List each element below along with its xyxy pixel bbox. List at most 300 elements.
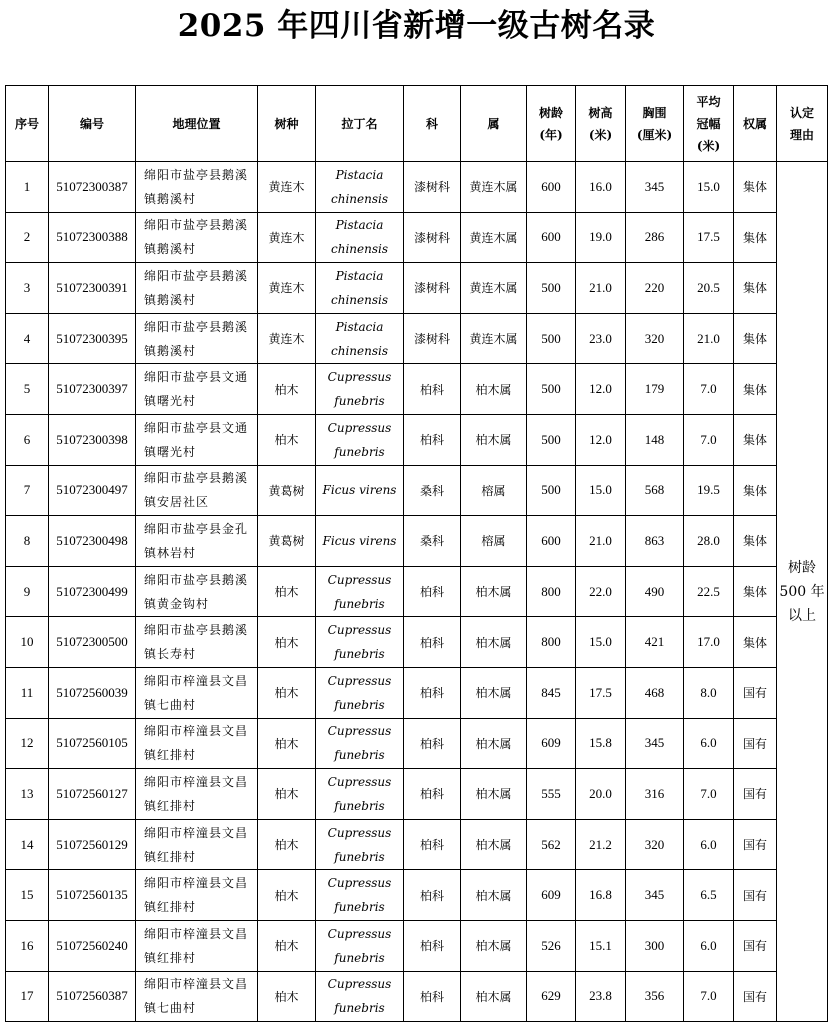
family-cell-line1: 漆树科 [413, 180, 450, 195]
latin-name-cell [316, 718, 404, 769]
location-cell [136, 263, 258, 314]
height-cell [576, 920, 626, 971]
girth-cell-line1: 179 [644, 381, 665, 397]
latin-name-cell-line1: Pistacia [335, 167, 384, 182]
age-cell-line1: 800 [541, 583, 561, 599]
genus-cell-line1: 榕属 [481, 534, 506, 549]
location-cell-line2: 镇鹅溪村 [144, 292, 197, 307]
location-cell [136, 769, 258, 820]
location-cell-line1: 绵阳市梓潼县文昌 [144, 876, 249, 891]
header-reason [777, 86, 828, 162]
code-cell-line1: 51072300395 [56, 330, 128, 346]
family-cell-line1: 柏科 [419, 787, 444, 802]
girth-cell [626, 364, 684, 415]
crown-cell-line1: 17.5 [697, 229, 720, 245]
species-cell [258, 617, 316, 668]
age-cell-line1: 562 [541, 836, 561, 852]
latin-name-cell-line1: Cupressus [327, 572, 392, 587]
ownership-cell [734, 971, 777, 1022]
seq-cell-line1: 14 [20, 836, 34, 852]
family-cell [404, 920, 461, 971]
latin-name-cell-line2: funebris [334, 950, 385, 965]
code-cell [49, 667, 136, 718]
height-cell-line1: 12.0 [589, 381, 612, 397]
ownership-cell [734, 617, 777, 668]
latin-name-cell-line2: funebris [334, 748, 385, 763]
family-cell-line1: 柏科 [419, 888, 444, 903]
genus-cell-line1: 柏木属 [475, 736, 512, 751]
age-cell-line1: 555 [541, 785, 561, 801]
species-cell-line1: 柏木 [274, 939, 299, 954]
girth-cell [626, 718, 684, 769]
crown-cell-line1: 6.0 [700, 836, 717, 852]
seq-cell [6, 718, 49, 769]
header-age-line2: (年) [539, 127, 563, 142]
code-cell-line1: 51072560105 [56, 735, 128, 751]
header-height [576, 86, 626, 162]
code-cell [49, 212, 136, 263]
genus-cell-line1: 柏木属 [475, 838, 512, 853]
ownership-cell-line1: 集体 [742, 483, 767, 498]
latin-name-cell [316, 212, 404, 263]
location-cell [136, 819, 258, 870]
code-cell [49, 971, 136, 1022]
age-cell-line1: 609 [541, 735, 561, 751]
girth-cell-line1: 316 [644, 785, 665, 801]
reason-cell [777, 162, 828, 1022]
latin-name-cell-line2: funebris [334, 647, 385, 662]
seq-cell-line1: 2 [23, 229, 31, 245]
code-cell [49, 263, 136, 314]
header-family: 科 [404, 86, 461, 162]
age-cell [527, 870, 576, 921]
family-cell [404, 769, 461, 820]
latin-name-cell-line1: Cupressus [327, 977, 392, 992]
latin-name-cell [316, 313, 404, 364]
header-girth-line1: 胸围 [642, 105, 667, 120]
crown-cell [684, 971, 734, 1022]
species-cell-line1: 黄连木 [268, 332, 305, 347]
header-location: 地理位置 [136, 86, 258, 162]
location-cell-line2: 镇七曲村 [144, 697, 197, 712]
latin-name-cell-line1: Cupressus [327, 876, 392, 891]
ancient-tree-table [5, 85, 828, 1022]
location-cell-line1: 绵阳市盐亭县鹅溪 [144, 572, 249, 587]
age-cell [527, 465, 576, 516]
seq-cell-line1: 11 [20, 684, 34, 700]
family-cell-line1: 柏科 [419, 382, 444, 397]
species-cell-line1: 柏木 [274, 433, 299, 448]
girth-cell [626, 920, 684, 971]
latin-name-cell [316, 870, 404, 921]
genus-cell [461, 313, 527, 364]
age-cell [527, 516, 576, 567]
seq-cell-line1: 4 [23, 330, 31, 346]
ownership-cell-line1: 集体 [742, 332, 767, 347]
location-cell-line1: 绵阳市梓潼县文昌 [144, 724, 249, 739]
family-cell [404, 617, 461, 668]
crown-cell [684, 516, 734, 567]
table-row [6, 465, 828, 516]
age-cell-line1: 629 [541, 988, 561, 1004]
code-cell [49, 566, 136, 617]
ownership-cell-line1: 集体 [742, 585, 767, 600]
code-cell [49, 162, 136, 213]
genus-cell-line1: 榕属 [481, 483, 506, 498]
species-cell-line1: 柏木 [274, 888, 299, 903]
family-cell-line1: 柏科 [419, 736, 444, 751]
genus-cell-line1: 柏木属 [475, 888, 512, 903]
girth-cell-line1: 320 [644, 330, 665, 346]
latin-name-cell-line1: Pistacia [335, 218, 384, 233]
ownership-cell-line1: 集体 [742, 382, 767, 397]
header-code: 编号 [49, 86, 136, 162]
location-cell-line1: 绵阳市盐亭县鹅溪 [144, 471, 249, 486]
ownership-cell-line1: 集体 [742, 281, 767, 296]
ownership-cell [734, 162, 777, 213]
species-cell-line1: 柏木 [274, 736, 299, 751]
family-cell-line1: 漆树科 [413, 332, 450, 347]
location-cell-line2: 镇红排村 [144, 748, 197, 763]
age-cell-line1: 500 [541, 431, 561, 447]
location-cell-line1: 绵阳市梓潼县文昌 [144, 977, 249, 992]
girth-cell [626, 617, 684, 668]
height-cell [576, 516, 626, 567]
species-cell-line1: 黄连木 [268, 281, 305, 296]
species-cell-line1: 柏木 [274, 989, 299, 1004]
code-cell-line1: 51072560039 [56, 684, 128, 700]
height-cell-line1: 20.0 [589, 785, 612, 801]
family-cell [404, 212, 461, 263]
height-cell [576, 819, 626, 870]
latin-name-cell-line1: Ficus virens [322, 533, 397, 548]
latin-name-cell [316, 465, 404, 516]
genus-cell-line1: 柏木属 [475, 686, 512, 701]
location-cell [136, 870, 258, 921]
code-cell [49, 617, 136, 668]
crown-cell-line1: 21.0 [697, 330, 720, 346]
table-row [6, 263, 828, 314]
header-girth-line2: (厘米) [636, 127, 673, 142]
height-cell-line1: 15.8 [589, 735, 612, 751]
reason-line1: 树龄 [788, 559, 816, 576]
girth-cell-line1: 490 [644, 583, 665, 599]
genus-cell [461, 516, 527, 567]
latin-name-cell-line2: funebris [334, 900, 385, 915]
girth-cell-line1: 345 [644, 178, 665, 194]
age-cell [527, 769, 576, 820]
age-cell [527, 566, 576, 617]
family-cell [404, 516, 461, 567]
location-cell-line2: 镇林岩村 [144, 545, 197, 560]
species-cell-line1: 柏木 [274, 787, 299, 802]
crown-cell [684, 769, 734, 820]
crown-cell [684, 920, 734, 971]
location-cell-line2: 镇安居社区 [144, 495, 210, 510]
girth-cell-line1: 345 [644, 887, 665, 903]
code-cell [49, 313, 136, 364]
seq-cell-line1: 9 [23, 583, 31, 599]
code-cell [49, 718, 136, 769]
age-cell-line1: 500 [541, 482, 561, 498]
genus-cell [461, 769, 527, 820]
girth-cell [626, 414, 684, 465]
species-cell-line1: 柏木 [274, 635, 299, 650]
code-cell-line1: 51072300497 [56, 482, 128, 498]
height-cell-line1: 21.2 [589, 836, 612, 852]
girth-cell [626, 212, 684, 263]
location-cell-line2: 镇七曲村 [144, 1001, 197, 1016]
table-row [6, 516, 828, 567]
ownership-cell-line1: 国有 [742, 888, 767, 903]
table-row [6, 212, 828, 263]
crown-cell-line1: 6.5 [700, 887, 717, 903]
family-cell-line1: 柏科 [419, 989, 444, 1004]
location-cell-line1: 绵阳市梓潼县文昌 [144, 825, 249, 840]
location-cell [136, 465, 258, 516]
genus-cell-line1: 柏木属 [475, 787, 512, 802]
species-cell [258, 313, 316, 364]
family-cell-line1: 桑科 [419, 483, 444, 498]
girth-cell [626, 566, 684, 617]
header-species: 树种 [258, 86, 316, 162]
crown-cell [684, 313, 734, 364]
seq-cell-line1: 13 [20, 785, 34, 801]
seq-cell [6, 971, 49, 1022]
header-ownership: 权属 [734, 86, 777, 162]
ownership-cell-line1: 集体 [742, 180, 767, 195]
seq-cell [6, 769, 49, 820]
ownership-cell [734, 212, 777, 263]
latin-name-cell-line2: funebris [334, 394, 385, 409]
age-cell [527, 718, 576, 769]
genus-cell [461, 617, 527, 668]
latin-name-cell-line2: chinensis [331, 242, 388, 257]
location-cell-line2: 镇鹅溪村 [144, 242, 197, 257]
age-cell [527, 819, 576, 870]
latin-name-cell-line2: funebris [334, 596, 385, 611]
code-cell [49, 819, 136, 870]
ownership-cell-line1: 国有 [742, 787, 767, 802]
latin-name-cell [316, 971, 404, 1022]
code-cell [49, 870, 136, 921]
location-cell-line1: 绵阳市盐亭县鹅溪 [144, 319, 249, 334]
ownership-cell [734, 263, 777, 314]
genus-cell-line1: 柏木属 [475, 989, 512, 1004]
genus-cell [461, 718, 527, 769]
latin-name-cell-line1: Ficus virens [322, 483, 397, 498]
latin-name-cell [316, 920, 404, 971]
crown-cell-line1: 6.0 [700, 735, 717, 751]
genus-cell [461, 920, 527, 971]
seq-cell [6, 920, 49, 971]
crown-cell-line1: 7.0 [700, 381, 717, 397]
genus-cell [461, 667, 527, 718]
height-cell [576, 566, 626, 617]
code-cell-line1: 51072560387 [56, 988, 128, 1004]
family-cell [404, 819, 461, 870]
table-row [6, 920, 828, 971]
species-cell-line1: 柏木 [274, 382, 299, 397]
crown-cell-line1: 17.0 [697, 634, 720, 650]
family-cell [404, 971, 461, 1022]
seq-cell-line1: 3 [23, 279, 31, 295]
seq-cell [6, 414, 49, 465]
height-cell-line1: 12.0 [589, 431, 612, 447]
ownership-cell-line1: 集体 [742, 534, 767, 549]
latin-name-cell-line2: funebris [334, 1001, 385, 1016]
girth-cell-line1: 320 [644, 836, 665, 852]
ownership-cell [734, 516, 777, 567]
family-cell [404, 465, 461, 516]
table-header-row [6, 86, 828, 162]
species-cell [258, 819, 316, 870]
species-cell [258, 414, 316, 465]
species-cell [258, 465, 316, 516]
age-cell [527, 162, 576, 213]
ownership-cell-line1: 集体 [742, 433, 767, 448]
height-cell-line1: 16.0 [589, 178, 612, 194]
latin-name-cell-line1: Pistacia [335, 268, 384, 283]
crown-cell [684, 212, 734, 263]
species-cell [258, 718, 316, 769]
code-cell-line1: 51072560127 [56, 785, 128, 801]
height-cell [576, 465, 626, 516]
girth-cell-line1: 286 [644, 229, 665, 245]
age-cell-line1: 500 [541, 330, 561, 346]
location-cell-line1: 绵阳市盐亭县金孔 [144, 521, 249, 536]
seq-cell [6, 313, 49, 364]
species-cell-line1: 黄连木 [268, 180, 305, 195]
girth-cell [626, 870, 684, 921]
species-cell [258, 971, 316, 1022]
code-cell [49, 769, 136, 820]
genus-cell [461, 465, 527, 516]
crown-cell [684, 617, 734, 668]
code-cell-line1: 51072300388 [56, 229, 128, 245]
location-cell-line2: 镇红排村 [144, 849, 197, 864]
seq-cell [6, 566, 49, 617]
code-cell-line1: 51072300500 [56, 634, 128, 650]
latin-name-cell-line1: Cupressus [327, 724, 392, 739]
height-cell-line1: 17.5 [589, 684, 612, 700]
location-cell-line1: 绵阳市梓潼县文昌 [144, 774, 249, 789]
code-cell [49, 465, 136, 516]
location-cell-line2: 镇红排村 [144, 950, 197, 965]
code-cell [49, 414, 136, 465]
location-cell-line1: 绵阳市盐亭县鹅溪 [144, 268, 249, 283]
age-cell-line1: 500 [541, 279, 561, 295]
age-cell-line1: 600 [541, 178, 561, 194]
girth-cell [626, 667, 684, 718]
seq-cell-line1: 15 [20, 887, 34, 903]
location-cell [136, 971, 258, 1022]
girth-cell-line1: 345 [644, 735, 665, 751]
crown-cell [684, 162, 734, 213]
location-cell [136, 313, 258, 364]
girth-cell-line1: 220 [644, 279, 665, 295]
seq-cell-line1: 6 [23, 431, 31, 447]
latin-name-cell-line2: chinensis [331, 292, 388, 307]
height-cell [576, 718, 626, 769]
family-cell-line1: 柏科 [419, 585, 444, 600]
location-cell [136, 212, 258, 263]
species-cell [258, 566, 316, 617]
genus-cell-line1: 黄连木属 [469, 230, 518, 245]
girth-cell [626, 162, 684, 213]
location-cell-line2: 镇长寿村 [144, 647, 197, 662]
location-cell-line1: 绵阳市盐亭县鹅溪 [144, 623, 249, 638]
height-cell [576, 414, 626, 465]
species-cell-line1: 柏木 [274, 585, 299, 600]
seq-cell [6, 364, 49, 415]
genus-cell [461, 414, 527, 465]
table-row [6, 566, 828, 617]
latin-name-cell [316, 516, 404, 567]
code-cell-line1: 51072300387 [56, 178, 128, 194]
genus-cell-line1: 黄连木属 [469, 332, 518, 347]
species-cell [258, 516, 316, 567]
crown-cell [684, 364, 734, 415]
species-cell [258, 920, 316, 971]
location-cell-line2: 镇曙光村 [144, 444, 197, 459]
height-cell-line1: 23.8 [589, 988, 612, 1004]
latin-name-cell-line2: funebris [334, 444, 385, 459]
table-row [6, 769, 828, 820]
crown-cell-line1: 7.0 [700, 785, 717, 801]
seq-cell [6, 667, 49, 718]
table-row [6, 364, 828, 415]
family-cell-line1: 柏科 [419, 635, 444, 650]
ownership-cell [734, 718, 777, 769]
latin-name-cell-line1: Pistacia [335, 319, 384, 334]
crown-cell [684, 566, 734, 617]
age-cell [527, 414, 576, 465]
latin-name-cell [316, 414, 404, 465]
location-cell-line1: 绵阳市梓潼县文昌 [144, 673, 249, 688]
location-cell [136, 162, 258, 213]
seq-cell [6, 212, 49, 263]
height-cell-line1: 19.0 [589, 229, 612, 245]
header-crown-line3: (米) [696, 138, 721, 153]
crown-cell-line1: 7.0 [700, 431, 717, 447]
latin-name-cell-line1: Cupressus [327, 370, 392, 385]
location-cell [136, 414, 258, 465]
height-cell [576, 364, 626, 415]
family-cell [404, 718, 461, 769]
girth-cell [626, 313, 684, 364]
genus-cell [461, 971, 527, 1022]
ownership-cell-line1: 集体 [742, 635, 767, 650]
family-cell [404, 566, 461, 617]
location-cell [136, 364, 258, 415]
latin-name-cell-line1: Cupressus [327, 420, 392, 435]
ownership-cell-line1: 国有 [742, 939, 767, 954]
age-cell [527, 313, 576, 364]
ownership-cell [734, 465, 777, 516]
location-cell [136, 566, 258, 617]
genus-cell-line1: 柏木属 [475, 939, 512, 954]
girth-cell-line1: 148 [644, 431, 665, 447]
species-cell [258, 212, 316, 263]
family-cell-line1: 柏科 [419, 686, 444, 701]
crown-cell [684, 414, 734, 465]
height-cell-line1: 21.0 [589, 279, 612, 295]
height-cell [576, 870, 626, 921]
latin-name-cell [316, 667, 404, 718]
code-cell-line1: 51072300391 [56, 279, 128, 295]
seq-cell [6, 263, 49, 314]
